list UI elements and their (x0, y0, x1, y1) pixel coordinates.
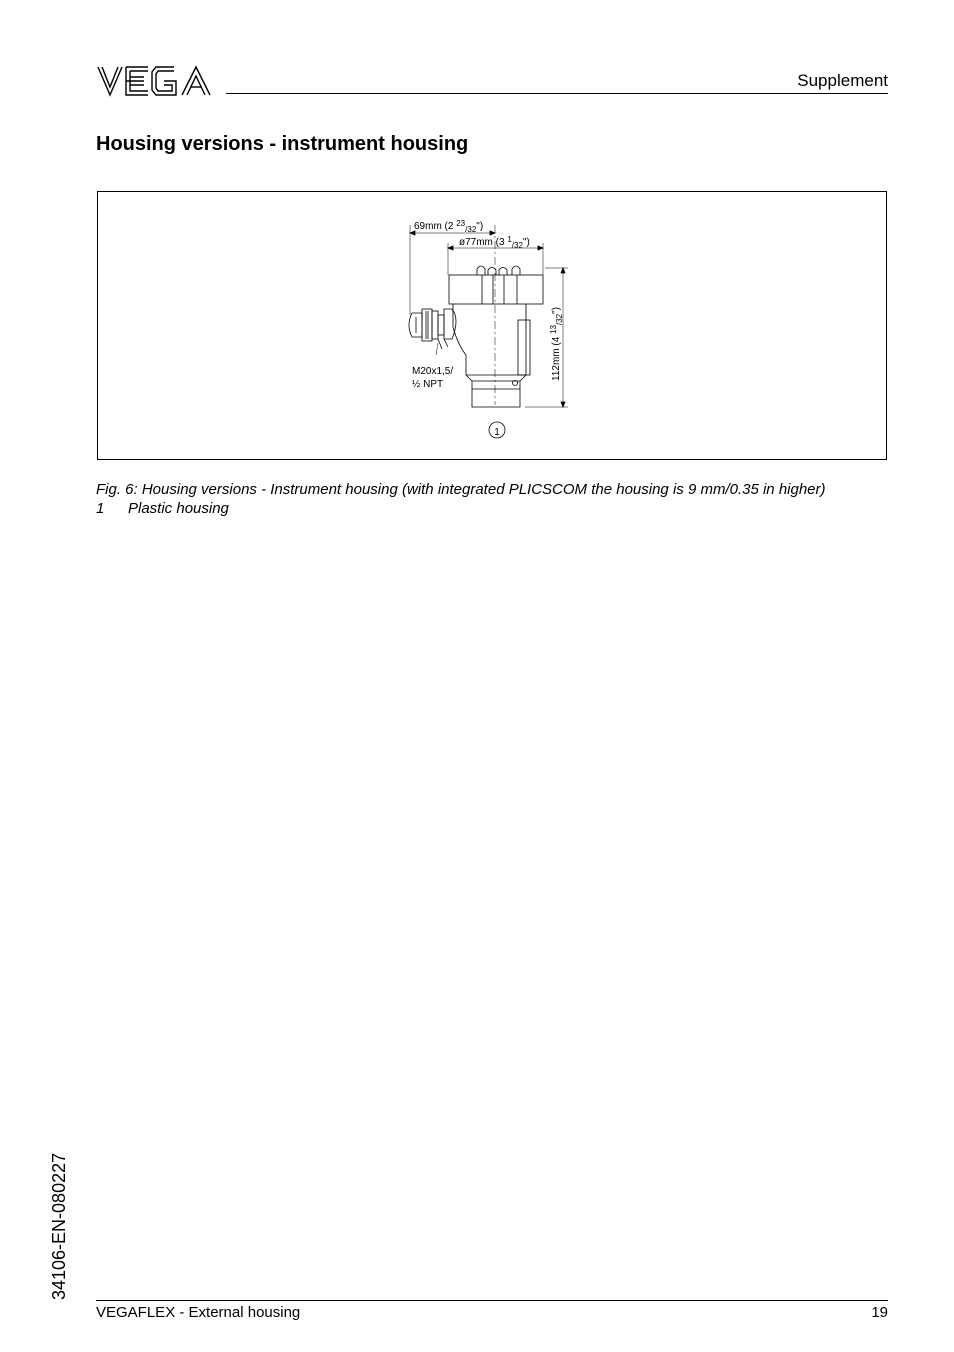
svg-text:69mm (2 23/32"): 69mm (2 $^{23}_{/32}$") (414, 219, 484, 234)
dim-diameter-text: ø77mm (3 (459, 237, 508, 248)
thread-label-line1: M20x1,5/ (412, 366, 454, 377)
dim-width-text: 69mm (2 (414, 221, 457, 232)
callout-number: 1 (494, 427, 500, 438)
page-title: Housing versions - instrument housing (96, 133, 469, 155)
housing-dimension-drawing (400, 215, 580, 445)
svg-text:112mm (4 13/32"): 112mm (4 $^{13}_{/32}$") (549, 307, 564, 381)
document-code: 34106-EN-080227 (49, 1152, 69, 1300)
header-section-label: Supplement (797, 71, 888, 90)
header-rule (226, 93, 888, 94)
thread-label-line2: ½ NPT (412, 379, 444, 390)
figure-caption: Fig. 6: Housing versions - Instrument housing (with integrated PLICSCOM the housing is 9 mm/0.35 in higher) (96, 481, 826, 498)
legend-item-label: Plastic housing (128, 500, 229, 517)
dim-height-text: 112mm (4 (551, 333, 562, 381)
legend-item-number: 1 (96, 500, 105, 517)
legend-item (96, 500, 229, 517)
footer-title: VEGAFLEX - External housing (96, 1304, 301, 1321)
footer-rule (96, 1300, 888, 1301)
vega-logo (96, 64, 214, 98)
page-number: 19 (871, 1304, 888, 1321)
svg-text:ø77mm (3 1/32"): ø77mm (3 $^1_{/32}$") (459, 235, 530, 250)
